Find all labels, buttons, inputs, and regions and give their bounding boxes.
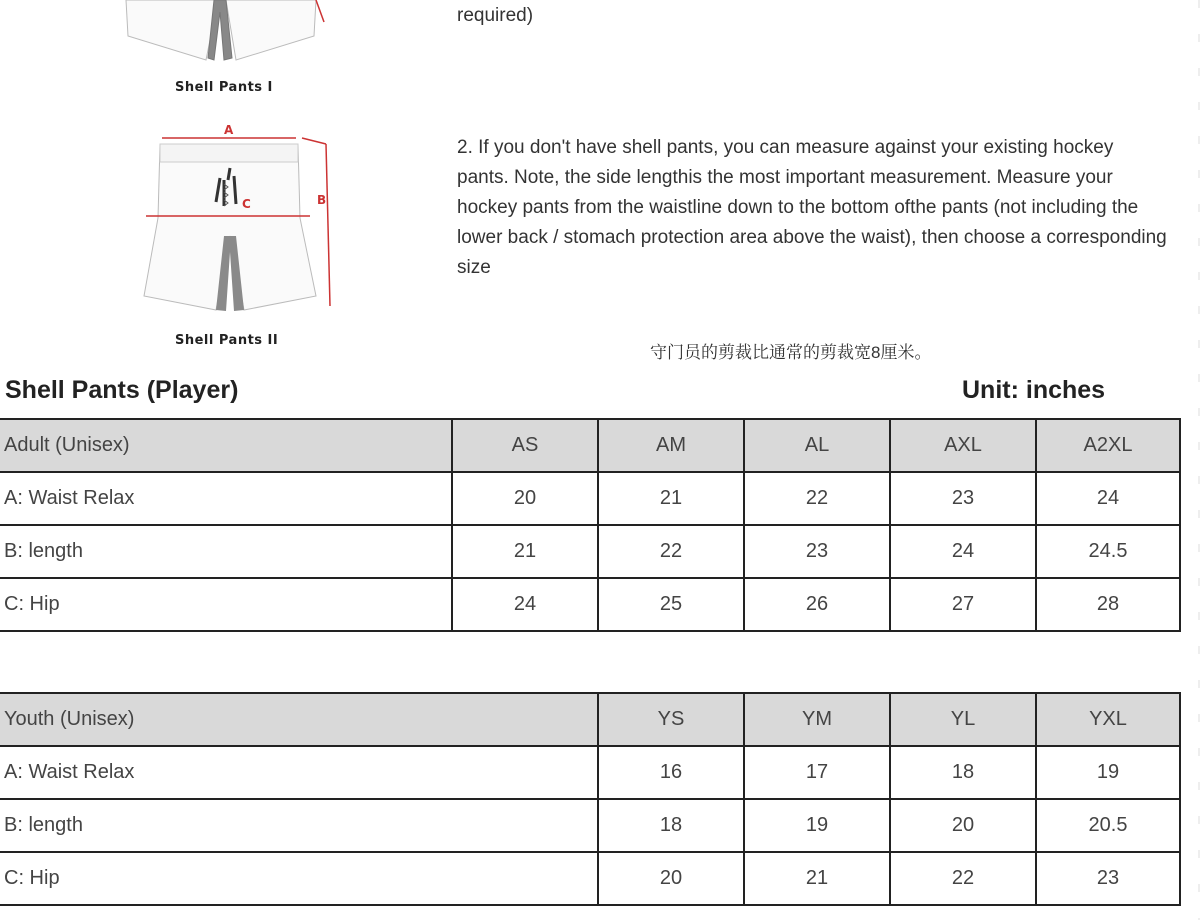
youth-header-label: Youth (Unisex): [0, 693, 598, 746]
adult-header-label: Adult (Unisex): [0, 419, 452, 472]
size-header-am: AM: [598, 419, 744, 472]
adult-header-row: [0, 419, 1180, 472]
adult-size-table: [0, 418, 1181, 632]
shorts-illustration-1: [118, 0, 338, 70]
table-cell: 23: [744, 525, 890, 578]
table-cell: 22: [744, 472, 890, 525]
shell-pants-2-caption: Shell Pants II: [175, 333, 279, 348]
size-header-axl: AXL: [890, 419, 1036, 472]
table-cell: 17: [744, 746, 890, 799]
table-row: [0, 578, 1180, 631]
size-header-ym: YM: [744, 693, 890, 746]
shell-pants-1-figure: [118, 0, 338, 70]
table-cell: 22: [890, 852, 1036, 905]
row-label-length: B: length: [0, 525, 452, 578]
table-cell: 24: [890, 525, 1036, 578]
table-cell: 20: [890, 799, 1036, 852]
table-row: [0, 525, 1180, 578]
table-cell: 19: [1036, 746, 1180, 799]
table-cell: 22: [598, 525, 744, 578]
shell-pants-1-caption: Shell Pants I: [175, 80, 273, 95]
table-cell: 24: [1036, 472, 1180, 525]
size-header-al: AL: [744, 419, 890, 472]
size-header-as: AS: [452, 419, 598, 472]
marker-c-label: C: [242, 197, 251, 211]
table-cell: 20: [452, 472, 598, 525]
table-row: [0, 852, 1180, 905]
table-cell: 23: [890, 472, 1036, 525]
row-label-length: B: length: [0, 799, 598, 852]
shorts-illustration-2: [120, 118, 340, 328]
table-cell: 28: [1036, 578, 1180, 631]
size-header-yxl: YXL: [1036, 693, 1180, 746]
measurement-note-2: 2. If you don't have shell pants, you can measure against your existing hockey pants. Note, the side lengthis the most important measurement. Measure your hockey pants from the waistline down to the bottom ofthe pants (not including the lower back / stomach protection area above the waist), then choose a corresponding size: [457, 137, 1167, 278]
table-cell: 23: [1036, 852, 1180, 905]
top-note-fragment: required): [457, 5, 534, 26]
table-cell: 26: [744, 578, 890, 631]
table-cell: 25: [598, 578, 744, 631]
table-row: [0, 472, 1180, 525]
shell-pants-2-figure: [120, 118, 340, 328]
youth-header-row: [0, 693, 1180, 746]
row-label-waist: A: Waist Relax: [0, 746, 598, 799]
marker-a-label: A: [224, 123, 234, 137]
table-cell: 16: [598, 746, 744, 799]
row-label-hip: C: Hip: [0, 852, 598, 905]
size-header-yl: YL: [890, 693, 1036, 746]
table-cell: 20: [598, 852, 744, 905]
youth-size-table: [0, 692, 1181, 906]
table-cell: 18: [598, 799, 744, 852]
table-cell: 20.5: [1036, 799, 1180, 852]
table-cell: 19: [744, 799, 890, 852]
marker-b-label: B: [317, 193, 327, 207]
table-cell: 24.5: [1036, 525, 1180, 578]
row-label-waist: A: Waist Relax: [0, 472, 452, 525]
size-header-ys: YS: [598, 693, 744, 746]
table-cell: 21: [598, 472, 744, 525]
section-title: Shell Pants (Player): [5, 376, 239, 404]
table-row: [0, 746, 1180, 799]
goalie-cut-note: 守门员的剪裁比通常的剪裁宽8厘米。: [650, 343, 932, 362]
table-cell: 21: [452, 525, 598, 578]
table-cell: 24: [452, 578, 598, 631]
table-row: [0, 799, 1180, 852]
table-cell: 27: [890, 578, 1036, 631]
table-cell: 21: [744, 852, 890, 905]
table-cell: 18: [890, 746, 1036, 799]
unit-label: Unit: inches: [962, 376, 1106, 404]
edge-rule-decoration: [1188, 0, 1200, 920]
row-label-hip: C: Hip: [0, 578, 452, 631]
size-header-a2xl: A2XL: [1036, 419, 1180, 472]
